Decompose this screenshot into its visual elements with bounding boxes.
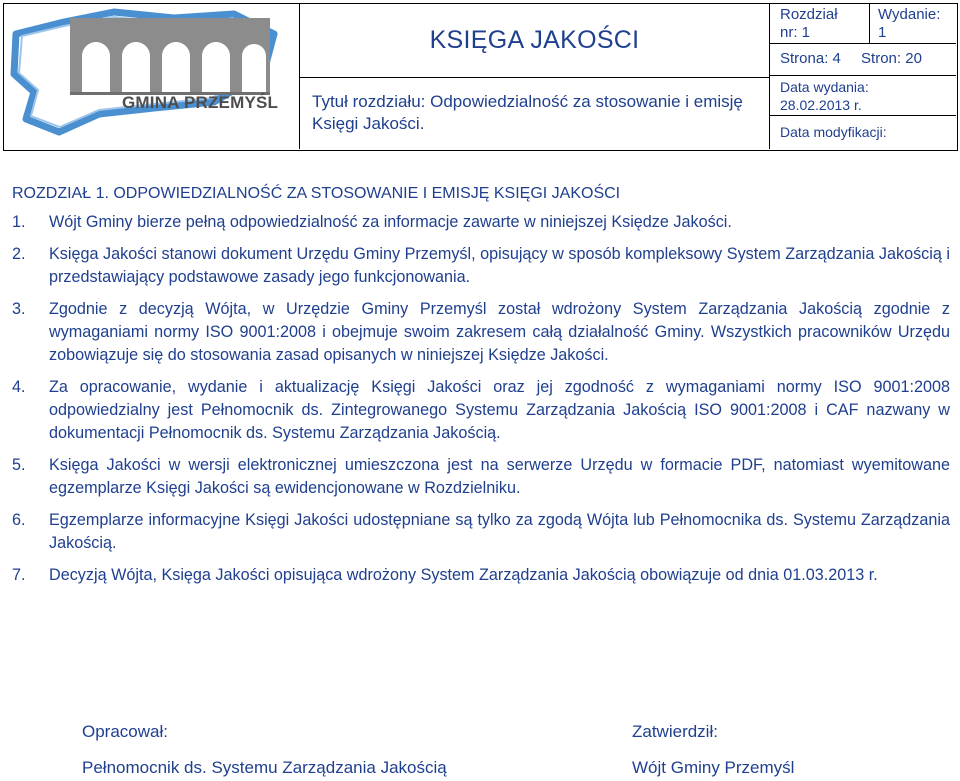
- item-text: Za opracowanie, wydanie i aktualizację Księgi Jakości oraz jej zgodność z wymaganiami normy ISO 9001:2008 odpowiedzialny jest Pełnomocnik ds. Zintegrowanego Systemu Zarządzania Jakością ISO 9001:2008 i CAF nazwany w dokumentacji Pełnomocnik ds. Systemu Zarządzania Jakością.: [49, 378, 950, 442]
- chapter-title: Tytuł rozdziału: Odpowiedzialność za stosowanie i emisję Księgi Jakości.: [300, 78, 770, 149]
- wydanie-cell: [870, 4, 956, 44]
- item-number: 6.: [12, 511, 26, 529]
- wydanie-label: Wydanie:: [878, 6, 941, 23]
- list-item: [12, 509, 950, 555]
- data-modyfikacji-label: Data modyfikacji:: [780, 124, 887, 140]
- data-modyfikacji-cell: [770, 116, 956, 149]
- list-item: [12, 454, 950, 500]
- strona-cell: [770, 44, 956, 76]
- logo-text: GMINA PRZEMYŚL: [122, 93, 279, 112]
- item-number: 3.: [12, 300, 26, 318]
- item-number: 5.: [12, 456, 26, 474]
- doc-title-cell: [300, 4, 770, 78]
- item-text: Egzemplarze informacyjne Księgi Jakości udostępniane są tylko za zgodą Wójta lub Pełnomocnika ds. Systemu Zarządzania Jakością.: [49, 511, 950, 552]
- approved-label: Zatwierdził:: [632, 722, 718, 741]
- wydanie-value: 1: [878, 24, 887, 41]
- item-number: 7.: [12, 566, 26, 584]
- item-text: Decyzją Wójta, Księga Jakości opisująca wdrożony System Zarządzania Jakością obowiązuje od dnia 01.03.2013 r.: [49, 566, 878, 584]
- approved-by: Wójt Gminy Przemyśl: [632, 758, 795, 777]
- data-wydania-value: 28.02.2013 r.: [780, 97, 862, 113]
- list-item: [12, 243, 950, 289]
- document-body: [12, 180, 950, 587]
- list-item: [12, 298, 950, 367]
- item-number: 2.: [12, 245, 26, 263]
- item-text: Wójt Gminy bierze pełną odpowiedzialność za informacje zawarte w niniejszej Księdze Jakości.: [49, 213, 732, 231]
- list-item: [12, 211, 950, 234]
- doc-title: KSIĘGA JAKOŚCI: [429, 26, 640, 54]
- item-number: 1.: [12, 213, 26, 231]
- item-text: Zgodnie z decyzją Wójta, w Urzędzie Gminy Przemyśl został wdrożony System Zarządzania Jakością zgodnie z wymaganiami normy ISO 9001:2008 i obejmuje swoim zakresem całą działalność Gminy. Wszystkich pracowników Urzędu zobowiązuje się do stosowania zasad opisanych w niniejszej Księdze Jakości.: [49, 300, 950, 364]
- chapter-heading: ROZDZIAŁ 1. ODPOWIEDZIALNOŚĆ ZA STOSOWANIE I EMISJĘ KSIĘGI JAKOŚCI: [12, 185, 621, 202]
- item-text: Księga Jakości stanowi dokument Urzędu Gminy Przemyśl, opisujący w sposób kompleksowy System Zarządzania Jakością i przedstawiający podstawowe zasady jego funkcjonowania.: [49, 245, 950, 286]
- rozdzial-value: nr: 1: [780, 24, 811, 41]
- logo-cell: [4, 4, 300, 149]
- document-header: [3, 3, 958, 151]
- item-number: 4.: [12, 378, 26, 396]
- data-wydania-cell: [770, 76, 956, 116]
- prepared-by: Pełnomocnik ds. Systemu Zarządzania Jakością: [82, 758, 447, 777]
- rozdzial-label: Rozdział: [780, 6, 838, 23]
- list-item: [12, 564, 950, 587]
- data-wydania-label: Data wydania:: [780, 79, 869, 95]
- item-text: Księga Jakości w wersji elektronicznej umieszczona jest na serwerze Urzędu w formacie PDF, natomiast wyemitowane egzemplarze Księgi Jakości są ewidencjonowane w Rozdzielniku.: [49, 456, 950, 497]
- gmina-logo: [4, 4, 298, 147]
- rozdzial-cell: [770, 4, 870, 44]
- clause-list: [12, 211, 950, 587]
- page-count: Stron: 20: [861, 50, 922, 67]
- list-item: [12, 376, 950, 445]
- page-number: Strona: 4: [780, 50, 841, 67]
- prepared-label: Opracował:: [82, 722, 168, 741]
